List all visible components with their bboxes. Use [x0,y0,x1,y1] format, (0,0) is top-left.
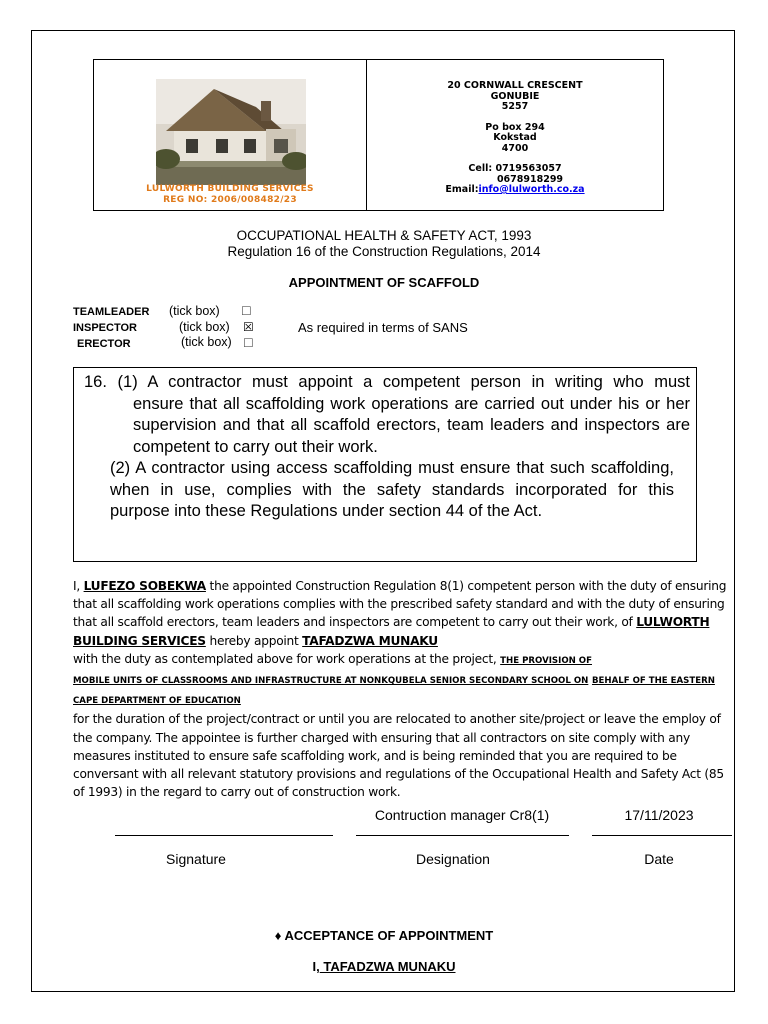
teamleader-row [73,304,149,320]
clause-1-lead: 16. (1) A contractor must appoint a competent person in writing who must [84,373,690,391]
project-line-1: THE PROVISION OF [500,655,592,666]
teamleader-checkbox[interactable]: ☐ [241,304,252,318]
appointee-name: TAFADZWA MUNAKU [302,633,438,648]
po-box-line-2: Kokstad [493,132,537,143]
letterhead-logo-cell [94,60,367,210]
appointer-name: LUFEZO SOBEKWA [83,579,206,593]
inspector-checkbox[interactable]: ☒ [243,320,254,334]
address-line-3: 5257 [501,101,529,112]
appointment-body [73,577,731,801]
acceptance-i-prefix: I, [312,959,320,974]
inspector-label: INSPECTOR [73,322,137,334]
project-line-3: BEHALF OF THE EASTERN [591,676,715,687]
address-line-2: GONUBIE [490,90,540,102]
email-label: Email: [445,184,479,195]
inspector-row [73,320,137,336]
regulation-title: Regulation 16 of the Construction Regulations, 2014 [227,244,541,259]
date-value: 17/11/2023 [624,807,694,823]
acceptance-title: ♦ ACCEPTANCE OF APPOINTMENT [274,928,494,943]
inspector-tick-label: (tick box) [179,320,230,334]
designation-line [356,835,569,836]
erector-label: ERECTOR [77,338,131,350]
clause-1-rest: ensure that all scaffolding work operations are carried out under his or her supervision and that all scaffold erectors, team leaders and inspectors are competent to carry out their work. [133,394,690,456]
erector-tick-label: (tick box) [181,335,232,349]
address-line-1: 20 CORNWALL CRESCENT [447,80,583,91]
signature-label: Signature [166,851,226,867]
teamleader-tick-label: (tick box) [169,304,220,318]
date-label: Date [644,851,674,867]
email-link[interactable]: info@lulworth.co.za [478,184,585,195]
teamleader-label: TEAMLEADER [73,306,150,318]
regulation-clause-1 [84,372,690,458]
act-heading [0,228,768,260]
company-name: LULWORTH BUILDING SERVICES [146,184,314,194]
regulation-clause-2: (2) A contractor using access scaffolding must ensure that such scaffolding, when in use, complies with the safety standards incorporated for this purpose into these Regulations under section 44 of the Act. [110,459,674,520]
acceptance-name: TAFADZWA MUNAKU [319,959,456,974]
letterhead [93,59,664,211]
designation-value: Contruction manager Cr8(1) [374,807,550,823]
project-line-4: CAPE DEPARTMENT OF EDUCATION [73,696,241,707]
body-i-prefix: I, [73,579,84,593]
signature-line [115,835,333,836]
erector-row [77,336,131,352]
body-para-2: for the duration of the project/contract or until you are relocated to another site/project or leave the employ of the company. The appointee is further charged with ensuring that all contractors on site comply with any measures instituted to ensure safe scaffolding work, and is being reminded that you are required to be conversant with all relevant statutory provisions and regulations of the Occupational Health and Safety Act (85 of 1993) in the regard to carry out of construction work. [73,712,724,800]
letterhead-contact-cell [367,60,663,210]
body-hereby: hereby appoint [205,633,303,648]
body-para-1: the appointed Construction Regulation 8(1) competent person with the duty of ensuring that all scaffolding work operations complies with the prescribed safety standard and with the duty of ensuring that all scaffold erectors, team leaders and inspectors are competent to carry out their work, of [73,579,727,630]
body-duty: with the duty as contemplated above for work operations at the project, [73,651,501,666]
body-company: LULWORTH BUILDING SERVICES [73,615,710,648]
regulation-box [73,367,697,562]
designation-label: Designation [416,851,490,867]
sans-note: As required in terms of SANS [298,320,468,335]
company-reg-no: REG NO: 2006/008482/23 [163,195,297,205]
company-name-block [94,184,366,206]
po-box-line-3: 4700 [501,142,529,154]
po-box-line-1: Po box 294 [485,121,545,133]
cell-number-2: 0678918299 [496,173,564,185]
project-line-2: MOBILE UNITS OF CLASSROOMS AND INFRASTRUCTURE AT NONKQUBELA SENIOR SECONDARY SCHOOL ON [73,676,589,687]
email-line [367,185,663,196]
acceptance-name-line [0,959,768,974]
act-title: OCCUPATIONAL HEALTH & SAFETY ACT, 1993 [236,228,532,243]
appointment-title: APPOINTMENT OF SCAFFOLD [288,275,480,290]
date-line [592,835,732,836]
erector-checkbox[interactable]: ☐ [243,336,254,350]
house-photo [156,79,306,185]
cell-number-1: Cell: 0719563057 [468,163,562,174]
